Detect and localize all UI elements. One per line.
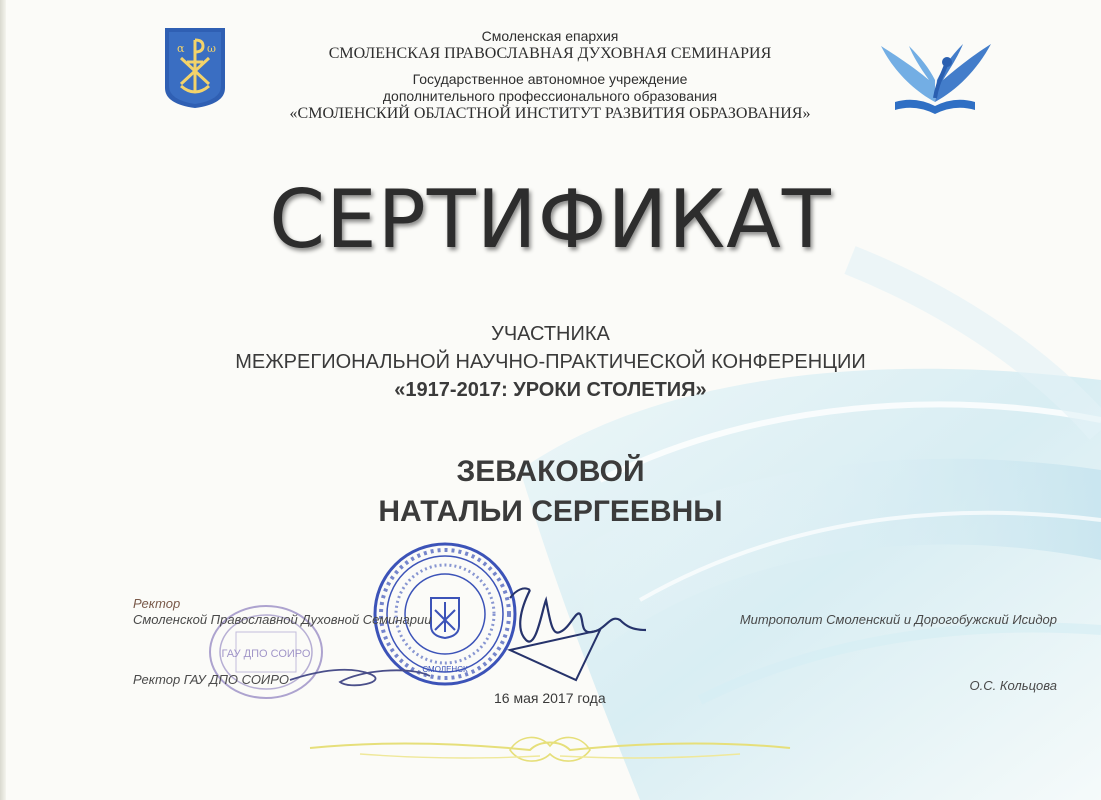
- participant-role: УЧАСТНИКА: [491, 323, 610, 345]
- rector-label: Ректор: [133, 596, 181, 611]
- recipient-surname: ЗЕВАКОВОЙ: [456, 455, 645, 488]
- round-stamp-city: СМОЛЕНСК: [422, 665, 468, 674]
- header-block: [250, 28, 850, 122]
- recipient-name: НАТАЛЬИ СЕРГЕЕВНЫ: [378, 495, 723, 528]
- institute-name-line: «СМОЛЕНСКИЙ ОБЛАСТНОЙ ИНСТИТУТ РАЗВИТИЯ ОБРАЗОВАНИЯ»: [289, 105, 811, 122]
- conference-name: «1917-2017: УРОКИ СТОЛЕТИЯ»: [394, 379, 707, 401]
- institution-type-line: Государственное автономное учреждение: [412, 71, 688, 87]
- svg-text:α: α: [177, 42, 185, 55]
- institution-education-line: дополнительного профессионального образования: [382, 88, 718, 104]
- event-block: [150, 320, 951, 404]
- conference-type: МЕЖРЕГИОНАЛЬНОЙ НАУЧНО-ПРАКТИЧЕСКОЙ КОНФЕРЕНЦИИ: [235, 351, 866, 373]
- institute-rector-name: О.С. Кольцова: [969, 678, 1057, 693]
- eparchy-line: Смоленская епархия: [481, 28, 619, 44]
- metropolitan-name: Митрополит Смоленский и Дорогобужский Исидор: [739, 612, 1057, 627]
- institute-rector-title: Ректор ГАУ ДПО СОИРО: [133, 672, 290, 687]
- seminary-line: СМОЛЕНСКАЯ ПРАВОСЛАВНАЯ ДУХОВНАЯ СЕМИНАРИЯ: [328, 45, 772, 62]
- certificate-title: СЕРТИФИКАТ: [269, 173, 832, 266]
- svg-text:ω: ω: [207, 42, 216, 55]
- issue-date: 16 мая 2017 года: [494, 690, 606, 706]
- recipient-block: [250, 452, 851, 532]
- seminary-rector-title: Смоленской Православной Духовной Семинарии: [133, 612, 432, 627]
- seminary-emblem-icon: [163, 26, 227, 110]
- left-stamp-text: ГАУ ДПО СОИРО: [221, 648, 311, 660]
- gold-ornament: [300, 720, 800, 770]
- institute-phoenix-icon: [873, 40, 997, 116]
- handwritten-signatures: [280, 570, 680, 710]
